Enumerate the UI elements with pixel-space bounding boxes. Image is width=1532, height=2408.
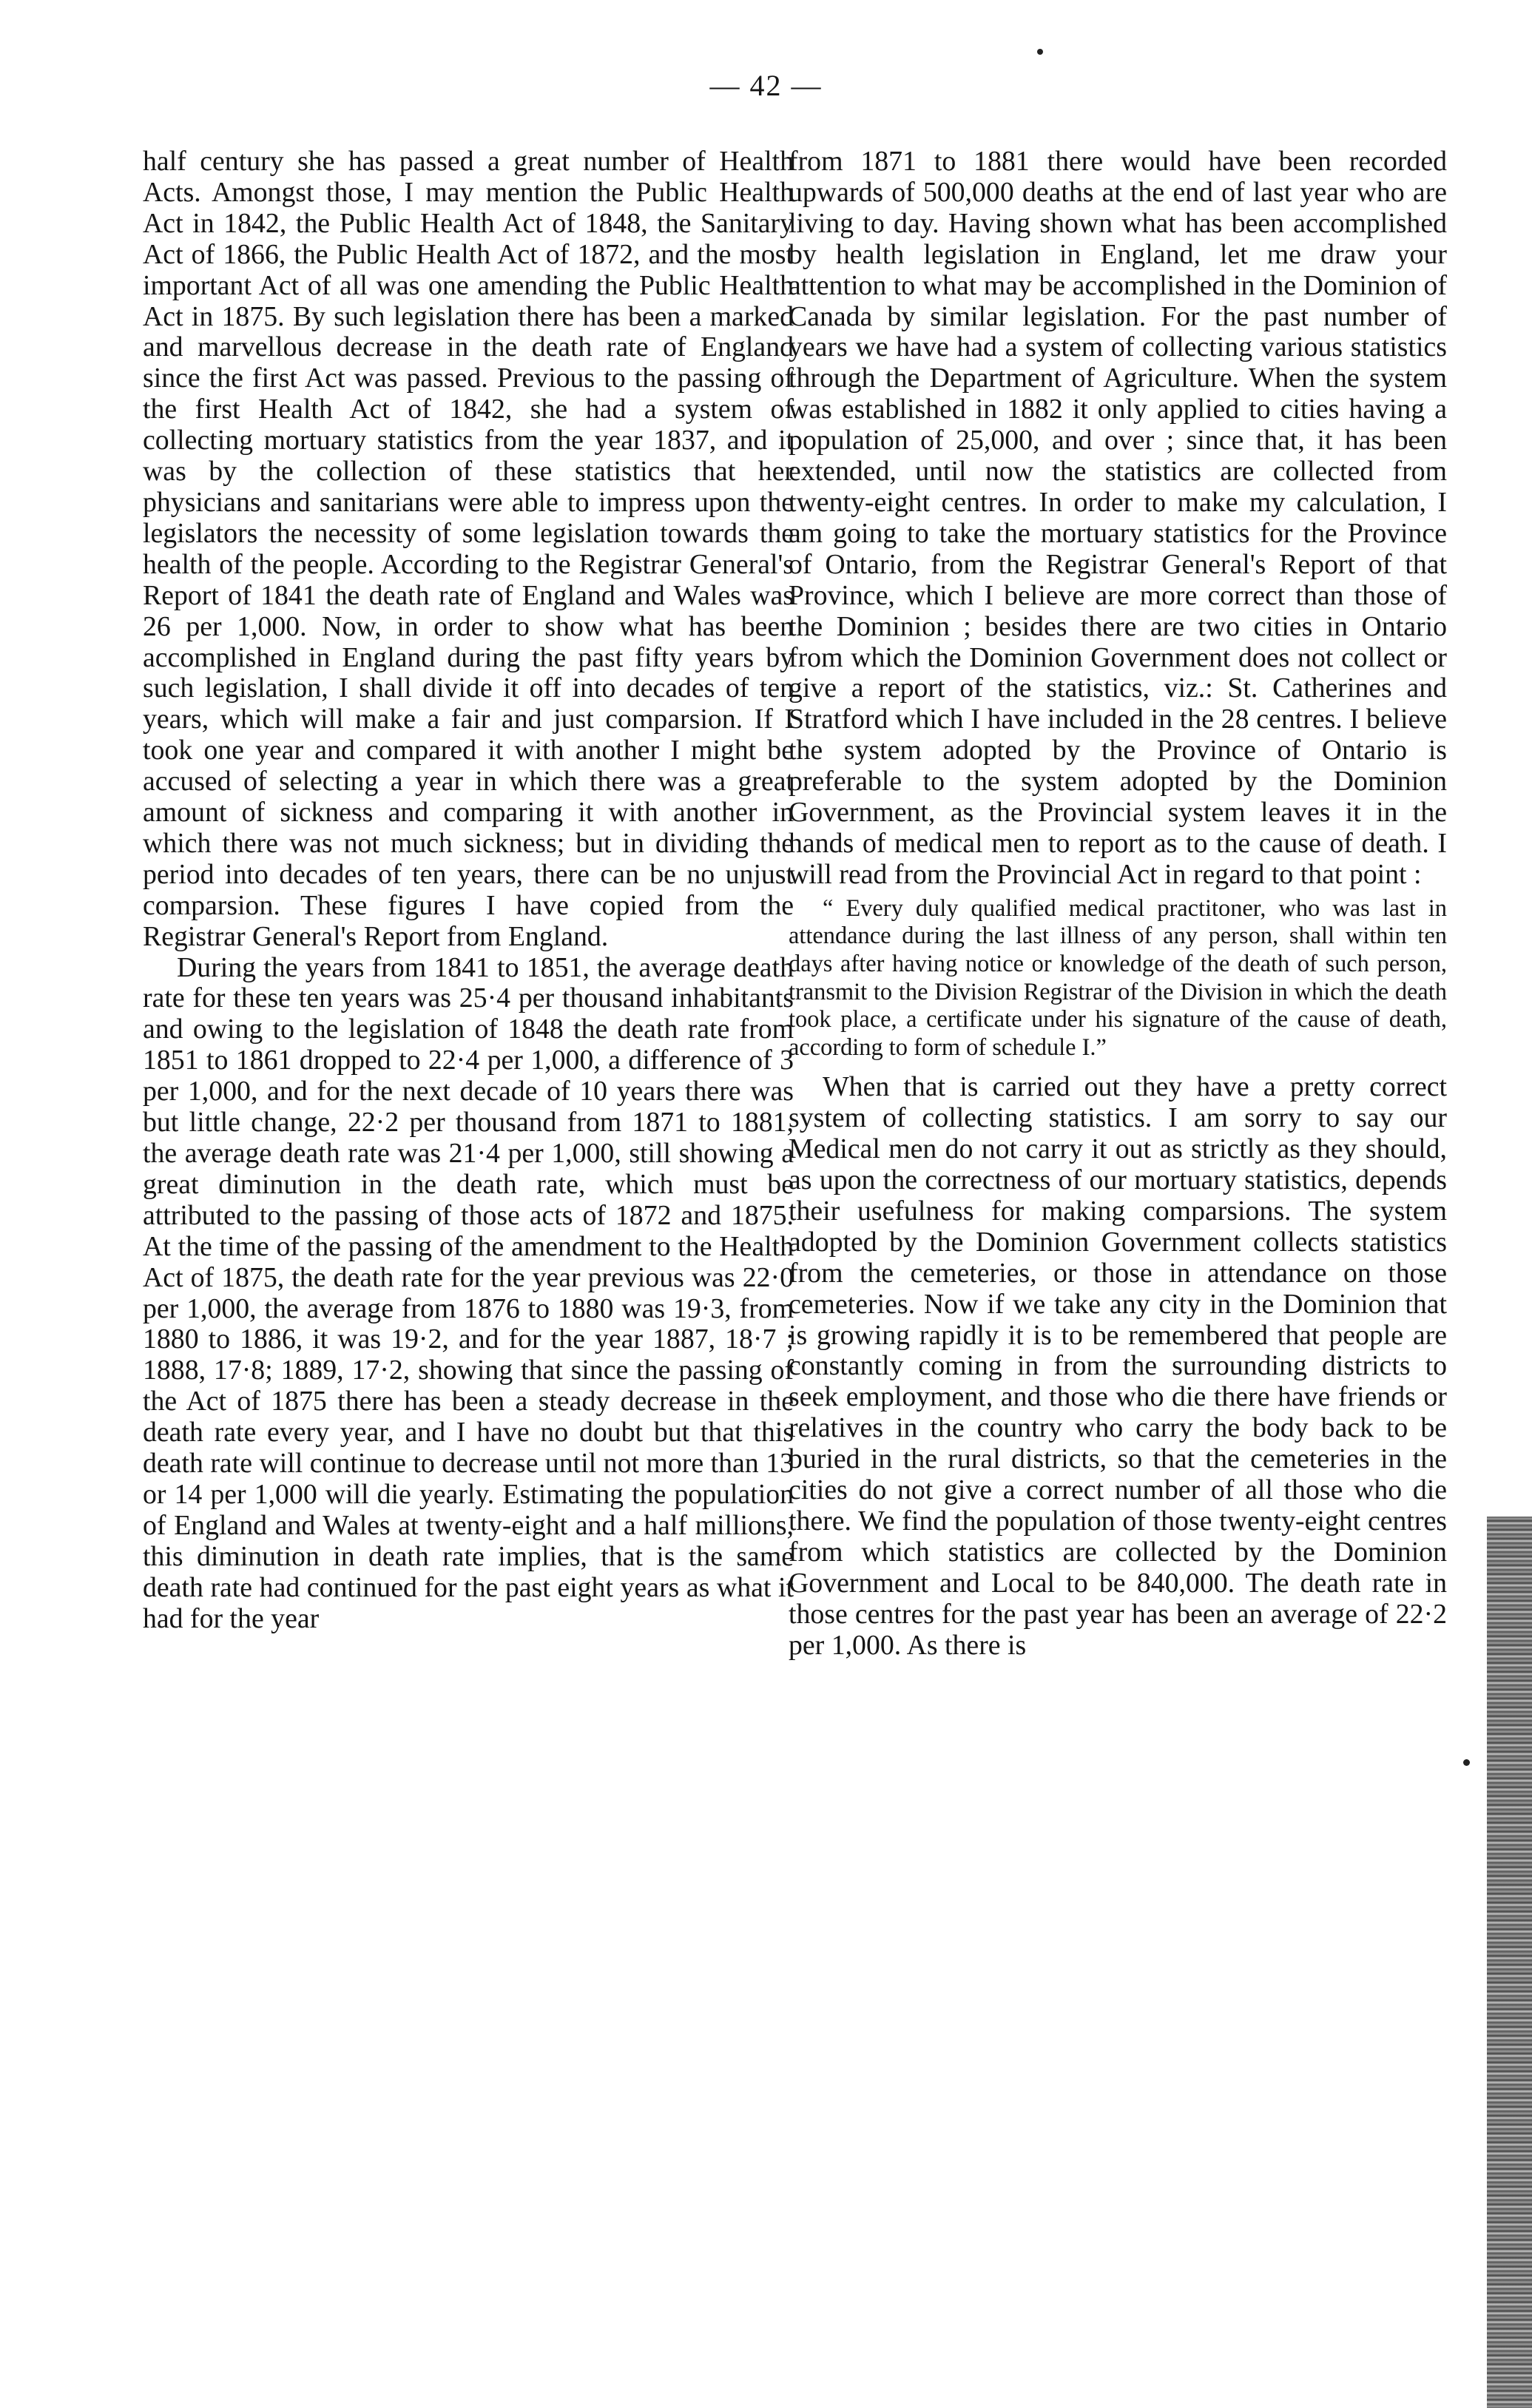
margin-ink-dot — [1463, 1759, 1470, 1766]
right-column — [789, 146, 1447, 1662]
left-paragraph-1: half century she has passed a great number of Health Acts. Amongst those, I may mention the Public Health Act in 1842, the Public Health Act of 1848, the Sanitary Act of 1866, the Public Health Act of 1872, and the most important Act of all was one amending the Public Health Act in 1875. By such legislation there has been a marked and marvellous decrease in the death rate of England since the first Act was passed. Previous to the passing of the first Health Act of 1842, she had a system of collecting mortuary statistics from the year 1837, and it was by the collection of these statistics that her physicians and sanitarians were able to impress upon the legislators the necessity of some legislation towards the health of the people. According to the Registrar General's Report of 1841 the death rate of England and Wales was 26 per 1,000. Now, in order to show what has been accomplished in England during the past fifty years by such legislation, I shall divide it off into decades of ten years, which will make a fair and just comparsion. If I took one year and compared it with another I might be accused of selecting a year in which there was a great amount of sickness and comparing it with another in which there was not much sickness; but in dividing the period into decades of ten years, there can be no unjust comparsion. These figures I have copied from the Registrar General's Report from England. — [143, 146, 794, 952]
quoted-act-excerpt — [789, 895, 1447, 1062]
left-column — [143, 146, 794, 1635]
right-paragraph-2: When that is carried out they have a pretty correct system of collecting statistics. I am sorry to say our Medical men do not carry it out as strictly as they should, as upon the correctness of our mortuary statistics, depends their usefulness for making comparsions. The system adopted by the Dominion Government collects statistics from the cemeteries, or those in attendance on those cemeteries. Now if we take any city in the Dominion that is growing rapidly it is to be remembered that people are constantly coming in from the surrounding districts to seek employment, and those who die there have friends or relatives in the country who carry the body back to be buried in the rural districts, so that the cemeteries in the cities do not give a correct number of all those who die there. We find the population of those twenty-eight centres from which statistics are collected by the Dominion Government and Local to be 840,000. The death rate in those centres for the past year has been an average of 22·2 per 1,000. As there is — [789, 1071, 1447, 1661]
right-paragraph-1: from 1871 to 1881 there would have been recorded upwards of 500,000 deaths at the end of last year who are living to day. Having shown what has been accomplished by health legislation in England, let me draw your attention to what may be accomplished in the Dominion of Canada by similar legislation. For the past number of years we have had a system of collecting various statistics through the Department of Agriculture. When the system was established in 1882 it only applied to cities having a population of 25,000, and over ; since that, it has been extended, until now the statistics are collected from twenty-eight centres. In order to make my calculation, I am going to take the mortuary statistics for the Province of Ontario, from the Registrar General's Report of that Province, which I believe are more correct than those of the Dominion ; besides there are two cities in Ontario from which the Dominion Government does not collect or give a report of the statistics, viz.: St. Catherines and Stratford which I have included in the 28 centres. I believe the system adopted by the Province of Ontario is preferable to the system adopted by the Dominion Government, as the Provincial system leaves it in the hands of medical men to report as to the cause of death. I will read from the Provincial Act in regard to that point : — [789, 146, 1447, 890]
quote-text: “ Every duly qualified medical practitoner, who was last in attendance during the last illness of any person, shall within ten days after having notice or knowledge of the death of such person, transmit to the Division Registrar of the Division in which the death took place, a certificate under his signature of the cause of death, according to form of schedule I.” — [789, 894, 1447, 1061]
scan-edge-shadow — [1487, 1517, 1532, 2408]
page-number: — 42 — — [709, 69, 823, 102]
left-paragraph-2: During the years from 1841 to 1851, the average death rate for these ten years was 25·4 per thousand inhabitants and owing to the legislation of 1848 the death rate from 1851 to 1861 dropped to 22·4 per 1,000, a difference of 3 per 1,000, and for the next decade of 10 years there was but little change, 22·2 per thousand from 1871 to 1881, the average death rate was 21·4 per 1,000, still showing a great diminution in the death rate, which must be attributed to the passing of those acts of 1872 and 1875. At the time of the passing of the amendment to the Health Act of 1875, the death rate for the year previous was 22·0 per 1,000, the average from 1876 to 1880 was 19·3, from 1880 to 1886, it was 19·2, and for the year 1887, 18·7 ; 1888, 17·8; 1889, 17·2, showing that since the passing of the Act of 1875 there has been a steady decrease in the death rate every year, and I have no doubt but that this death rate will continue to decrease until not more than 13 or 14 per 1,000 will die yearly. Estimating the population of England and Wales at twenty-eight and a half millions, this diminution in death rate implies, that is the same death rate had continued for the past eight years as what it had for the year — [143, 951, 794, 1634]
ink-speck — [1037, 49, 1043, 55]
